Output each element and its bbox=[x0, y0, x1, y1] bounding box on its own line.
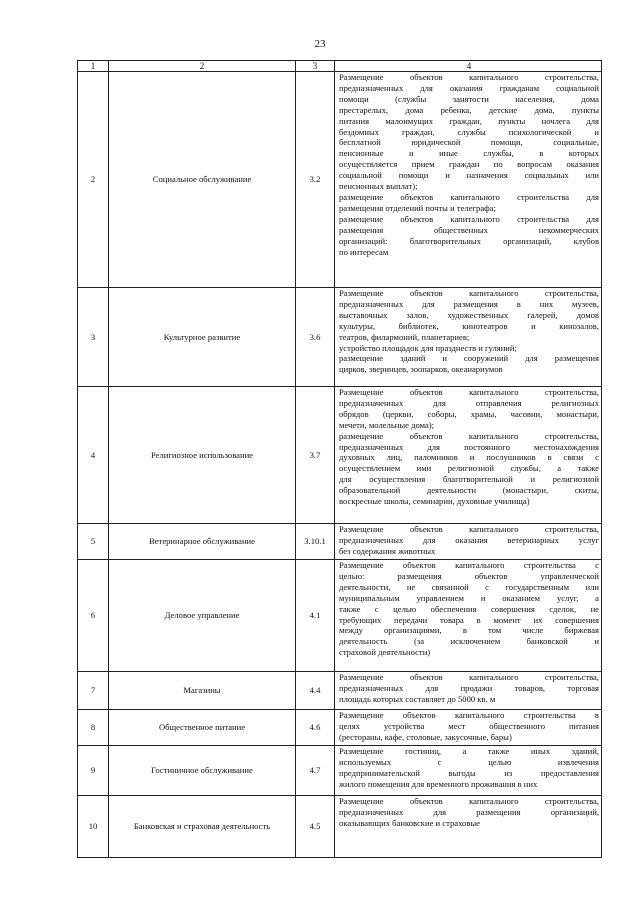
row-number: 2 bbox=[78, 72, 109, 288]
description-line: размещения общественных некоммерческих bbox=[339, 224, 599, 235]
description-line: социальной помощи и назначения социальных или bbox=[339, 170, 599, 181]
land-use-description bbox=[335, 710, 602, 746]
description-line: целью: размещения объектов управленческой bbox=[339, 570, 599, 581]
description-line: предназначенных для постоянного местонахождения bbox=[339, 441, 599, 452]
land-use-name: Магазины bbox=[109, 672, 296, 710]
land-use-description bbox=[335, 796, 602, 858]
description-line: для осуществления благотворительной и религиозной bbox=[339, 474, 599, 485]
description-line: муниципальным управлением и оказанием услуг, а bbox=[339, 592, 599, 603]
row-number: 5 bbox=[78, 524, 109, 560]
description-line: размещение зданий и сооружений для размещения bbox=[339, 353, 599, 364]
land-use-description bbox=[335, 288, 602, 387]
land-use-name: Банковская и страховая деятельность bbox=[109, 796, 296, 858]
header-col-2: 2 bbox=[109, 61, 296, 72]
description-line: пенсионных выплат); bbox=[339, 181, 418, 192]
table-row bbox=[78, 560, 602, 672]
land-use-name: Ветеринарное обслуживание bbox=[109, 524, 296, 560]
description-line: образовательной деятельности (монастыри, скиты, bbox=[339, 485, 599, 496]
description-line: страховой деятельности) bbox=[339, 647, 431, 658]
description-line: престарелых, дома ребенка, детские дома, пункты bbox=[339, 104, 599, 115]
description-line: целях устройства мест общественного питания bbox=[339, 720, 599, 731]
row-number: 9 bbox=[78, 746, 109, 796]
description-line: предназначенных для отправления религиозных bbox=[339, 397, 599, 408]
row-number: 4 bbox=[78, 387, 109, 524]
land-use-code: 3.2 bbox=[296, 72, 335, 288]
land-use-description bbox=[335, 387, 602, 524]
land-use-name: Социальное обслуживание bbox=[109, 72, 296, 288]
header-col-3: 3 bbox=[296, 61, 335, 72]
description-line: деятельности, не связанной с государственным или bbox=[339, 581, 599, 592]
description-line: размещение объектов капитального строительства для bbox=[339, 213, 599, 224]
description-line: оказывающих банковские и страховые bbox=[339, 817, 480, 828]
description-line: предназначенных для оказания гражданам социальной bbox=[339, 82, 599, 93]
description-line: бесплатной юридической помощи, социальные, bbox=[339, 137, 599, 148]
description-line: также с целью обеспечения совершения сделок, не bbox=[339, 603, 599, 614]
land-use-name: Культурное развитие bbox=[109, 288, 296, 387]
description-line: цирков, зверинцев, зоопарков, океанариумов bbox=[339, 364, 503, 375]
land-use-description bbox=[335, 72, 602, 288]
description-line: между организациями, в том числе биржевая bbox=[339, 625, 599, 636]
description-line: деятельность (за исключением банковской и bbox=[339, 636, 599, 647]
description-line: помощи (службы занятости населения, дома bbox=[339, 93, 599, 104]
table-row bbox=[78, 387, 602, 524]
description-line: требующих передачи товара в момент их совершения bbox=[339, 614, 599, 625]
description-line: предназначенных для размещения в них музеев, bbox=[339, 298, 599, 309]
description-line: размещения отделений почты и телеграфа; bbox=[339, 202, 496, 213]
header-col-1: 1 bbox=[78, 61, 109, 72]
table-row bbox=[78, 746, 602, 796]
description-line: предназначенных для оказания ветеринарных услуг bbox=[339, 534, 599, 545]
land-use-name: Общественное питание bbox=[109, 710, 296, 746]
description-line: Размещение объектов капитального строительства с bbox=[339, 560, 599, 570]
description-line: осуществлением ими религиозной службы, а также bbox=[339, 463, 599, 474]
description-line: Размещение объектов капитального строительства, bbox=[339, 672, 599, 682]
description-line: Размещение объектов капитального строительства, bbox=[339, 387, 599, 397]
description-line: пенсионные и иные службы, в которых bbox=[339, 148, 599, 159]
land-use-name: Религиозное использование bbox=[109, 387, 296, 524]
description-line: Размещение объектов капитального строительства, bbox=[339, 524, 599, 534]
land-use-description bbox=[335, 560, 602, 672]
land-use-code: 3.7 bbox=[296, 387, 335, 524]
land-use-description bbox=[335, 524, 602, 560]
description-line: устройство площадок для празднеств и гуляний; bbox=[339, 342, 517, 353]
table-row bbox=[78, 796, 602, 858]
land-use-table bbox=[77, 60, 602, 858]
description-line: бездомных граждан, службы психологической и bbox=[339, 126, 599, 137]
description-line: Размещение объектов капитального строительства, bbox=[339, 72, 599, 82]
description-line: осуществляется прием граждан по вопросам оказания bbox=[339, 159, 599, 170]
header-col-4: 4 bbox=[335, 61, 602, 72]
description-line: театров, филармоний, планетариев; bbox=[339, 331, 470, 342]
land-use-name: Гостиничное обслуживание bbox=[109, 746, 296, 796]
description-line: (рестораны, кафе, столовые, закусочные, бары) bbox=[339, 731, 512, 742]
description-line: питания малоимущих граждан, пункты ночлега для bbox=[339, 115, 599, 126]
description-line: Размещение объектов капитального строительства, bbox=[339, 796, 599, 806]
description-line: духовных лиц, паломников и послушников в связи с bbox=[339, 452, 599, 463]
description-line: жилого помещения для временного проживания в них bbox=[339, 778, 538, 789]
description-line: культуры, библиотек, кинотеатров и кинозалов, bbox=[339, 320, 599, 331]
description-line: предназначенных для продажи товаров, торговая bbox=[339, 682, 599, 693]
description-line: обрядов (церкви, соборы, храмы, часовни, монастыри, bbox=[339, 408, 599, 419]
row-number: 3 bbox=[78, 288, 109, 387]
row-number: 6 bbox=[78, 560, 109, 672]
description-line: организаций: благотворительных организаций, клубов bbox=[339, 235, 599, 246]
description-line: предпринимательской выгоды из предоставления bbox=[339, 767, 599, 778]
description-line: Размещение гостиниц, а также иных зданий, bbox=[339, 746, 599, 756]
description-line: размещение объектов капитального строительства для bbox=[339, 191, 599, 202]
description-line: предназначенных для размещения организаций, bbox=[339, 806, 599, 817]
table-row bbox=[78, 710, 602, 746]
description-line: Размещение объектов капитального строительства в bbox=[339, 710, 599, 720]
description-line: мечети, молельные дома); bbox=[339, 419, 435, 430]
description-line: по интересам bbox=[339, 246, 389, 257]
land-use-code: 4.7 bbox=[296, 746, 335, 796]
land-use-code: 4.1 bbox=[296, 560, 335, 672]
description-line: используемых с целью извлечения bbox=[339, 756, 599, 767]
land-use-code: 4.4 bbox=[296, 672, 335, 710]
row-number: 8 bbox=[78, 710, 109, 746]
land-use-description bbox=[335, 672, 602, 710]
table-header-row bbox=[78, 61, 602, 72]
description-line: воскресные школы, семинарии, духовные училища) bbox=[339, 496, 530, 507]
land-use-code: 4.5 bbox=[296, 796, 335, 858]
row-number: 7 bbox=[78, 672, 109, 710]
description-line: выставочных залов, художественных галерей, домов bbox=[339, 309, 599, 320]
table-row bbox=[78, 524, 602, 560]
table-row bbox=[78, 288, 602, 387]
land-use-description bbox=[335, 746, 602, 796]
land-use-code: 4.6 bbox=[296, 710, 335, 746]
land-use-code: 3.10.1 bbox=[296, 524, 335, 560]
land-use-name: Деловое управление bbox=[109, 560, 296, 672]
land-use-code: 3.6 bbox=[296, 288, 335, 387]
row-number: 10 bbox=[78, 796, 109, 858]
description-line: размещение объектов капитального строительства, bbox=[339, 430, 599, 441]
table-row bbox=[78, 672, 602, 710]
description-line: площадь которых составляет до 5000 кв. м bbox=[339, 693, 496, 704]
description-line: без содержания животных bbox=[339, 545, 436, 556]
table-row bbox=[78, 72, 602, 288]
page-number: 23 bbox=[314, 38, 326, 50]
description-line: Размещение объектов капитального строительства, bbox=[339, 288, 599, 298]
